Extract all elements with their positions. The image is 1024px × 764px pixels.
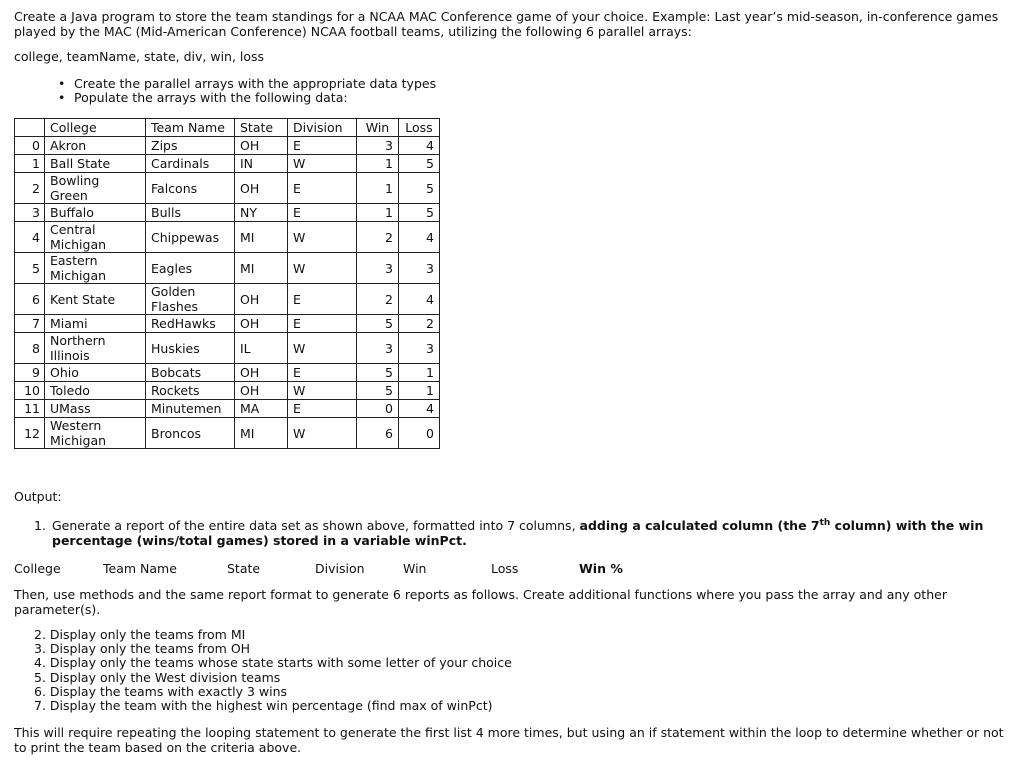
cell-college-line: Illinois <box>50 348 90 363</box>
cell-win: 1 <box>357 204 399 222</box>
cell-index: 9 <box>15 364 45 382</box>
output-label: Output: <box>14 489 62 504</box>
intro-line-1: Create a Java program to store the team standings for a NCAA MAC Conference game of your choice. Example: Last year’s mid-season, in-conference games <box>14 9 999 24</box>
header-loss: Loss <box>399 119 440 137</box>
cell-division: W <box>288 155 357 173</box>
table-row <box>15 382 440 400</box>
cell-win: 2 <box>357 222 399 253</box>
table-row <box>15 173 440 204</box>
cell-state: OH <box>235 315 288 333</box>
table-row <box>15 204 440 222</box>
cell-division: E <box>288 204 357 222</box>
table-row <box>15 284 440 315</box>
then-paragraph: Then, use methods and the same report format to generate 6 reports as follows. Create additional functions where you pass the array and any other parameter(s). <box>14 587 947 617</box>
report-header-state: State <box>227 561 261 576</box>
cell-college-line: Michigan <box>50 433 107 448</box>
cell-college-line: Central <box>50 222 96 237</box>
cell-win: 2 <box>357 284 399 315</box>
cell-team-name-line: Zips <box>151 138 178 153</box>
cell-loss: 5 <box>399 173 440 204</box>
table-row <box>15 333 440 364</box>
cell-state: OH <box>235 382 288 400</box>
bullet-item <box>58 90 658 105</box>
bold-part-b: column) with the win percentage (wins/total games) stored in a variable winPct. <box>52 518 984 548</box>
cell-index: 7 <box>15 315 45 333</box>
cell-loss: 4 <box>399 222 440 253</box>
cell-state: MI <box>235 253 288 284</box>
cell-win: 3 <box>357 333 399 364</box>
cell-college <box>45 400 146 418</box>
cell-college-line: Michigan <box>50 268 107 283</box>
cell-team-name-line: Bulls <box>151 205 181 220</box>
cell-division: E <box>288 137 357 155</box>
report-header-college: College <box>14 561 61 576</box>
cell-win: 6 <box>357 418 399 449</box>
cell-team-name <box>146 253 235 284</box>
cell-college-line: Toledo <box>50 383 90 398</box>
cell-index: 4 <box>15 222 45 253</box>
cell-state: MA <box>235 400 288 418</box>
cell-loss: 0 <box>399 418 440 449</box>
cell-team-name <box>146 284 235 315</box>
cell-team-name <box>146 173 235 204</box>
cell-state: OH <box>235 137 288 155</box>
cell-division: E <box>288 173 357 204</box>
cell-division: W <box>288 222 357 253</box>
table-row <box>15 315 440 333</box>
bullet-item <box>58 76 658 91</box>
cell-win: 3 <box>357 137 399 155</box>
table-header-row <box>15 119 440 137</box>
cell-college-line: Buffalo <box>50 205 94 220</box>
cell-win: 5 <box>357 315 399 333</box>
cell-team-name-line: Broncos <box>151 425 202 441</box>
cell-index: 1 <box>15 155 45 173</box>
cell-college-line: Eastern <box>50 253 98 268</box>
table-row <box>15 155 440 173</box>
cell-team-name <box>146 222 235 253</box>
cell-team-name-line: Golden <box>151 284 196 299</box>
cell-loss: 1 <box>399 364 440 382</box>
cell-division: W <box>288 333 357 364</box>
cell-division: E <box>288 315 357 333</box>
cell-team-name-line: Eagles <box>151 260 193 276</box>
report-item: 6. Display the teams with exactly 3 wins <box>34 683 288 699</box>
item-plain-text: Generate a report of the entire data set as shown above, formatted into 7 columns, <box>52 518 580 533</box>
bullet-icon: • <box>58 90 66 105</box>
bold-part-a: adding a calculated column (the 7 <box>579 518 820 533</box>
cell-college-line: Michigan <box>50 237 107 252</box>
cell-state: MI <box>235 418 288 449</box>
cell-division: W <box>288 382 357 400</box>
cell-college <box>45 253 146 284</box>
cell-loss: 4 <box>399 400 440 418</box>
cell-college <box>45 137 146 155</box>
cell-college-line: Western <box>50 418 102 433</box>
cell-division: E <box>288 364 357 382</box>
cell-team-name <box>146 364 235 382</box>
header-college: College <box>45 119 146 137</box>
report-item: 5. Display only the West division teams <box>34 669 281 685</box>
cell-division: E <box>288 284 357 315</box>
cell-loss: 2 <box>399 315 440 333</box>
cell-team-name-line: Huskies <box>151 340 200 356</box>
table-row <box>15 364 440 382</box>
cell-college <box>45 284 146 315</box>
bullet-text: Create the parallel arrays with the appropriate data types <box>74 76 437 91</box>
report-header-win-pct: Win % <box>579 561 623 576</box>
report-item: 3. Display only the teams from OH <box>34 641 251 657</box>
bullet-text: Populate the arrays with the following data: <box>74 90 348 105</box>
header-division: Division <box>288 119 357 137</box>
table-row <box>15 418 440 449</box>
report-header-loss: Loss <box>491 561 519 576</box>
cell-team-name <box>146 333 235 364</box>
report-header-win: Win <box>403 561 427 576</box>
cell-loss: 3 <box>399 253 440 284</box>
cell-team-name <box>146 137 235 155</box>
cell-college-line: Northern <box>50 333 106 348</box>
report-header-division: Division <box>315 561 365 576</box>
report-header-team-name: Team Name <box>103 561 177 576</box>
cell-college-line: Bowling <box>50 173 100 188</box>
cell-college-line: UMass <box>50 401 91 416</box>
cell-college <box>45 173 146 204</box>
cell-college-line: Miami <box>50 316 88 331</box>
fields-line: college, teamName, state, div, win, loss <box>14 49 265 64</box>
cell-state: MI <box>235 222 288 253</box>
cell-college <box>45 222 146 253</box>
cell-win: 5 <box>357 382 399 400</box>
cell-team-name <box>146 155 235 173</box>
cell-team-name-line: Falcons <box>151 180 198 196</box>
cell-college <box>45 315 146 333</box>
final-paragraph: This will require repeating the looping statement to generate the first list 4 more times, but using an if statement within the loop to determine whether or not to print the team based on the criteria above. <box>14 725 1004 755</box>
cell-team-name <box>146 400 235 418</box>
cell-team-name-line: Chippewas <box>151 229 220 245</box>
bullet-icon: • <box>58 76 66 91</box>
cell-loss: 5 <box>399 204 440 222</box>
table-row <box>15 400 440 418</box>
cell-college-line: Ohio <box>50 365 79 380</box>
cell-loss: 5 <box>399 155 440 173</box>
cell-state: OH <box>235 364 288 382</box>
report-item: 2. Display only the teams from MI <box>34 627 246 642</box>
intro-paragraph <box>14 9 1014 39</box>
cell-college-line: Kent State <box>50 291 116 307</box>
report-item: 7. Display the team with the highest win percentage (find max of winPct) <box>34 698 493 714</box>
cell-index: 0 <box>15 137 45 155</box>
cell-college <box>45 155 146 173</box>
cell-win: 1 <box>357 173 399 204</box>
cell-college <box>45 204 146 222</box>
cell-college-line: Green <box>50 188 88 203</box>
header-index <box>15 119 45 137</box>
cell-loss: 4 <box>399 137 440 155</box>
cell-state: OH <box>235 284 288 315</box>
cell-team-name-line: Flashes <box>151 299 198 314</box>
cell-index: 3 <box>15 204 45 222</box>
cell-win: 5 <box>357 364 399 382</box>
cell-state: IL <box>235 333 288 364</box>
item-text <box>52 518 1002 548</box>
cell-index: 2 <box>15 173 45 204</box>
header-state: State <box>235 119 288 137</box>
cell-index: 10 <box>15 382 45 400</box>
report-item: 4. Display only the teams whose state starts with some letter of your choice <box>34 655 512 671</box>
cell-team-name-line: Bobcats <box>151 365 202 380</box>
intro-line-2: played by the MAC (Mid-American Conference) NCAA football teams, utilizing the following 6 parallel arrays: <box>14 24 692 39</box>
cell-loss: 3 <box>399 333 440 364</box>
cell-team-name-line: Minutemen <box>151 401 222 416</box>
header-team-name: Team Name <box>146 119 235 137</box>
cell-index: 12 <box>15 418 45 449</box>
cell-state: IN <box>235 155 288 173</box>
cell-loss: 1 <box>399 382 440 400</box>
cell-index: 11 <box>15 400 45 418</box>
cell-team-name-line: RedHawks <box>151 316 216 331</box>
cell-division: E <box>288 400 357 418</box>
table-row <box>15 137 440 155</box>
cell-team-name <box>146 204 235 222</box>
standings-table <box>14 118 440 449</box>
cell-win: 3 <box>357 253 399 284</box>
cell-index: 8 <box>15 333 45 364</box>
cell-team-name <box>146 382 235 400</box>
cell-college <box>45 418 146 449</box>
cell-college-line: Ball State <box>50 156 111 171</box>
ordinal-suffix: th <box>819 517 831 528</box>
header-win: Win <box>357 119 399 137</box>
cell-team-name <box>146 315 235 333</box>
cell-team-name <box>146 418 235 449</box>
cell-state: OH <box>235 173 288 204</box>
cell-division: W <box>288 253 357 284</box>
item-number: 1. <box>34 518 46 533</box>
cell-win: 0 <box>357 400 399 418</box>
cell-loss: 4 <box>399 284 440 315</box>
cell-college <box>45 382 146 400</box>
reports-list <box>34 628 512 713</box>
cell-state: NY <box>235 204 288 222</box>
cell-division: W <box>288 418 357 449</box>
cell-college-line: Akron <box>50 138 87 153</box>
cell-index: 6 <box>15 284 45 315</box>
cell-college <box>45 333 146 364</box>
cell-win: 1 <box>357 155 399 173</box>
cell-index: 5 <box>15 253 45 284</box>
table-row <box>15 253 440 284</box>
cell-team-name-line: Cardinals <box>151 156 210 171</box>
table-row <box>15 222 440 253</box>
cell-college <box>45 364 146 382</box>
cell-team-name-line: Rockets <box>151 383 200 398</box>
